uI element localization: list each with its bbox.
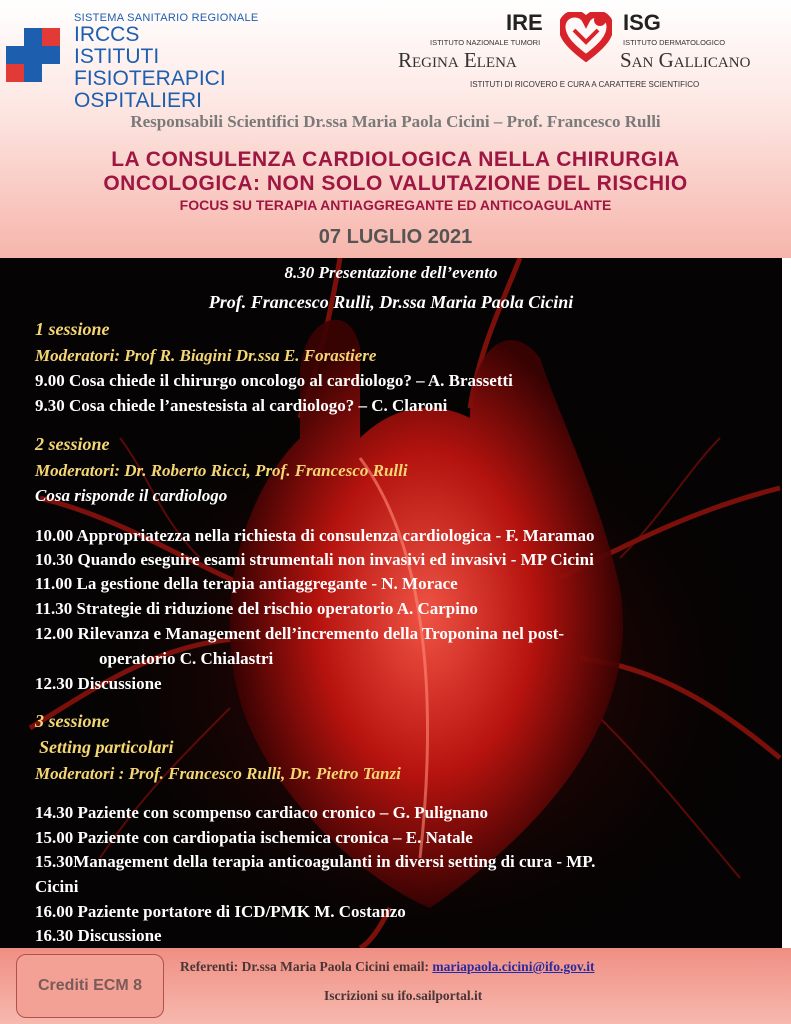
ifo-line-2: ISTITUTI FISIOTERAPICI [74, 45, 226, 90]
session-1-moderators: Moderatori: Prof R. Biagini Dr.ssa E. Forastiere [35, 346, 377, 365]
iscrizioni: Iscrizioni su ifo.sailportal.it [324, 988, 483, 1003]
ifo-line-1: IRCCS [74, 23, 140, 46]
schedule-item: 9.00 Cosa chiede il chirurgo oncologo al cardiologo? – A. Brassetti [35, 371, 513, 390]
program-text [0, 258, 782, 948]
heart-logo-icon [560, 12, 612, 62]
title-line-1: LA CONSULENZA CARDIOLOGICA NELLA CHIRURGIA [111, 148, 680, 171]
ifo-logo-text [74, 12, 306, 112]
schedule-item: 11.00 La gestione della terapia antiaggregante - N. Morace [35, 574, 458, 593]
responsabili-scientifici: Responsabili Scientifici Dr.ssa Maria Paola Cicini – Prof. Francesco Rulli [130, 112, 661, 131]
intro-line-2: Prof. Francesco Rulli, Dr.ssa Maria Paola Cicini [208, 292, 574, 312]
schedule-item: 12.00 Rilevanza e Management dell’incremento della Troponina nel post- [35, 624, 565, 643]
schedule-item: 15.00 Paziente con cardiopatia ischemica cronica – E. Natale [35, 828, 473, 847]
session-3-title: 3 sessione [35, 711, 110, 731]
ifo-logo [6, 10, 306, 112]
schedule-item: 15.30Management della terapia anticoagulanti in diversi setting di cura - MP. [35, 852, 596, 871]
schedule-item: 10.30 Quando eseguire esami strumentali non invasivi ed invasivi - MP Cicini [35, 550, 594, 569]
schedule-item: 16.30 Discussione [35, 926, 162, 945]
isg-subtitle: ISTITUTO DERMATOLOGICO [623, 38, 726, 47]
schedule-item: 11.30 Strategie di riduzione del rischio operatorio A. Carpino [35, 599, 478, 618]
schedule-item: 12.30 Discussione [35, 674, 162, 693]
email-link[interactable]: mariapaola.cicini@ifo.gov.it [432, 959, 595, 974]
ire-isg-logo [398, 10, 783, 95]
schedule-item: 9.30 Cosa chiede l’anestesista al cardiologo? – C. Claroni [35, 396, 448, 415]
event-date: 07 LUGLIO 2021 [318, 226, 473, 248]
session-3-moderators: Moderatori : Prof. Francesco Rulli, Dr. Pietro Tanzi [35, 764, 401, 783]
schedule-item: 14.30 Paziente con scompenso cardiaco cronico – G. Pulignano [35, 803, 488, 822]
ire-name: Regina Elena [398, 48, 517, 72]
session-2-moderators: Moderatori: Dr. Roberto Ricci, Prof. Francesco Rulli [35, 461, 408, 480]
program-panel [0, 258, 782, 948]
ire-abbr: IRE [506, 10, 543, 35]
ifo-line-3: OSPITALIERI [74, 89, 202, 112]
session-2-subtitle: Cosa risponde il cardiologo [35, 486, 228, 505]
schedule-item-continuation: operatorio C. Chialastri [99, 649, 274, 668]
schedule-item: 16.00 Paziente portatore di ICD/PMK M. Costanzo [35, 902, 406, 921]
header [0, 0, 791, 258]
session-3-setting: Setting particolari [39, 737, 174, 757]
ire-bottom-text: ISTITUTI DI RICOVERO E CURA A CARATTERE SCIENTIFICO [470, 80, 700, 89]
ifo-small-text: SISTEMA SANITARIO REGIONALE [74, 12, 259, 24]
referenti-label: Referenti: Dr.ssa Maria Paola Cicini email: [180, 959, 433, 974]
schedule-item: 10.00 Appropriatezza nella richiesta di consulenza cardiologica - F. Maramao [35, 526, 595, 545]
footer [0, 948, 791, 1024]
referenti [180, 959, 595, 975]
isg-abbr: ISG [623, 10, 661, 35]
ire-subtitle: ISTITUTO NAZIONALE TUMORI [430, 38, 541, 47]
cross-icon [6, 28, 60, 82]
session-2-title: 2 sessione [35, 434, 110, 454]
intro-line-1: 8.30 Presentazione dell’evento [284, 263, 498, 282]
schedule-item-continuation: Cicini [35, 877, 79, 896]
ecm-credits-badge: Crediti ECM 8 [16, 954, 164, 1018]
subtitle: FOCUS SU TERAPIA ANTIAGGREGANTE ED ANTICOAGULANTE [179, 197, 612, 213]
session-1-title: 1 sessione [35, 319, 110, 339]
title-line-2: ONCOLOGICA: NON SOLO VALUTAZIONE DEL RISCHIO [103, 172, 688, 195]
isg-name: San Gallicano [620, 48, 751, 72]
